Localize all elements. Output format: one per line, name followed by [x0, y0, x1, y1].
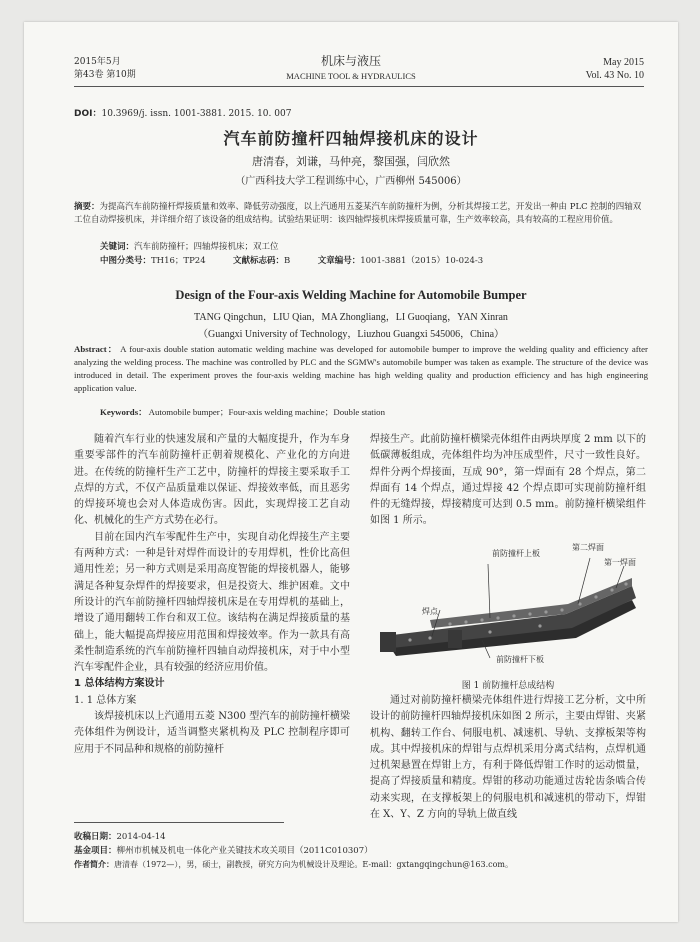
fund-label: 基金项目：	[74, 846, 117, 856]
authors-en: TANG Qingchun，LIU Qian，MA Zhongliang，LI Guoqiang，YAN Xinran	[194, 312, 508, 323]
doc-code-label: 文献标志码：	[233, 256, 285, 266]
authors-zh: 唐清春，刘谦，马仲亮，黎国强，闫欣然	[252, 155, 450, 168]
keywords-zh	[100, 241, 648, 254]
article-no-label: 文章编号：	[317, 256, 361, 266]
header-journal-en: MACHINE TOOL & HYDRAULICS	[286, 71, 416, 81]
header-right	[586, 56, 644, 82]
footnote-received	[74, 830, 166, 844]
label-weld-point: 焊点	[422, 607, 438, 616]
left-paragraph-1: 随着汽车行业的快速发展和产量的大幅度提升，作为车身重要零部件的汽车前防撞杆正朝着规模化、产业化的方向进进。在传统的防撞杆生产工艺中，防撞杆的焊接主要采取手工点焊的方式，不仅产品质量难以保证、焊接效率低，而且恶劣的焊接环境也会对人体造成伤害。因此，实现焊接工艺自动化、机械化的生产方式势在必行。	[74, 434, 350, 527]
doi-label: DOI：	[74, 109, 102, 119]
journal-page	[24, 22, 678, 922]
right-paragraph-2: 通过对前防撞杆横梁壳体组件进行焊接工艺分析，文中所设计的前防撞杆四轴焊接机床如图 2 所示，主要由焊钳、夹紧机构、翻转工作台、伺服电机、减速机、导轨、支撑板架等构成。其中焊接机床的焊钳与点焊机采用分离式结构，点焊机通过机架悬置在焊钳上方，有利于降低焊钳工作时的运动惯量，提高了焊接质量和精度。焊钳的移动功能通过齿轮齿条啮合传动来实现，在支撑板架上的伺服电机和减速机的带动下，焊钳在 X、Y、Z 方向的导轨上做直线	[370, 695, 646, 821]
keywords-en	[100, 406, 648, 419]
footnote-fund	[74, 844, 373, 858]
title-zh: 汽车前防撞杆四轴焊接机床的设计	[223, 129, 479, 148]
abstract-zh-text: 为提高汽车前防撞杆焊接质量和效率、降低劳动强度，以上汽通用五菱某汽车前防撞杆为例，分析其焊接工艺，开发出一种由 PLC 控制的四轴双工位自动焊接机床，并详细介绍了该设备的组成结构。试验结果证明：该四轴焊接机床焊接质量可靠，生产效率较高，具有较高的工程应用价值。	[74, 202, 642, 225]
header-rule	[74, 86, 644, 87]
affiliation-zh: （广西科技大学工程训练中心，广西柳州 545006）	[235, 176, 467, 187]
footnote-author	[74, 858, 513, 872]
keywords-zh-text: 汽车前防撞杆；四轴焊接机床；双工位	[134, 242, 279, 252]
abstract-en	[74, 343, 648, 395]
author-bio-text: 唐清春（1972—），男，硕士，副教授，研究方向为机械设计及理论。E-mail：gxtangqingchun@163.com。	[114, 860, 513, 869]
left-paragraph-3: 该焊接机床以上汽通用五菱 N300 型汽车的前防撞杆横梁壳体组件为例设计，适当调整夹紧机构及 PLC 控制程序即可应用于不同品种和规格的前防撞杆	[74, 711, 350, 755]
left-column	[74, 432, 350, 758]
received-label: 收稿日期：	[74, 832, 117, 842]
label-lower-plate: 前防撞杆下板	[496, 655, 544, 664]
right-column-lower	[370, 693, 646, 823]
label-second-face: 第二焊面	[572, 543, 604, 552]
abstract-en-label: Abstract：	[74, 344, 118, 354]
fund-text: 柳州市机械及机电一体化产业关键技术攻关项目（2011C010307）	[116, 846, 373, 856]
keywords-en-label: Keywords：	[100, 407, 147, 417]
classification-line	[100, 255, 648, 268]
left-paragraph-2: 目前在国内汽车零配件生产中，实现自动化焊接生产主要有两种方式：一种是针对焊件而设计的专用焊机，性价比高但通用性差；另一种方式则是采用高度智能的焊接机器人，能够满足各种复杂焊件的焊接要求，但是投资大、维护困难。文中所设计的汽车前防撞杆四轴焊接机床是在专用焊机的基础上，增设了通用翻转工作台和双工位。该结构在满足焊接质量的基础上，能大幅提高焊接应用范围和焊接效率。作为一款具有高柔性制造系统的汽车前防撞杆四轴自动焊接机床，对于中小型汽车零配件企业，具有较强的经济应用价值。	[74, 531, 350, 674]
label-first-face: 第一焊面	[604, 558, 636, 567]
middle-bracket	[448, 630, 462, 648]
clc-label: 中图分类号：	[100, 256, 152, 266]
clc-value: TH16；TP24	[151, 256, 206, 266]
right-column	[370, 432, 646, 530]
header-date-zh: 2015年5月	[74, 57, 121, 67]
footnote-rule	[74, 822, 284, 823]
affiliation-en: （Guangxi University of Technology，Liuzhou Guangxi 545006，China）	[197, 329, 505, 340]
keywords-en-text: Automobile bumper；Four-axis welding machine；Double station	[148, 407, 385, 417]
header-volume-en: Vol. 43 No. 10	[585, 70, 644, 81]
title-en: Design of the Four-axis Welding Machine for Automobile Bumper	[175, 288, 527, 302]
abstract-zh	[74, 201, 648, 227]
header-journal-zh: 机床与液压	[320, 54, 381, 68]
keywords-zh-label: 关键词：	[100, 242, 135, 252]
author-bio-label: 作者简介：	[74, 860, 114, 869]
abstract-en-text: A four-axis double station automatic welding machine was developed for automobile bumper to improve the welding quality and efficiency after analyzing the welding process. The machine was controlled by PLC and the SGMW's automobile bumper was taken as example. The structure of the device was introduced in detail. The experiment proves the four-axis welding machine has high welding quality and production efficiency and has high engineering application value.	[74, 344, 648, 393]
figure-1-caption: 图 1 前防撞杆总成结构	[461, 681, 555, 691]
header-volume-zh: 第43卷 第10期	[74, 70, 136, 80]
article-no-value: 1001-3881（2015）10-024-3	[360, 256, 484, 266]
right-paragraph-1: 焊接生产。此前防撞杆横梁壳体组件由两块厚度 2 mm 以下的低碳薄板组成，壳体组件均为冲压成型件，尺寸一致性良好。焊件分两个焊接面，互成 90°，第一焊面有 28 个焊点，第二焊面有 14 个焊点，通过焊接 42 个焊点即可实现前防撞杆组件的无缝焊接，焊接精度可达到 0.5 mm。前防撞杆横梁组件如图 1 所示。	[370, 434, 646, 527]
received-date: 2014-04-14	[116, 832, 166, 842]
doi-value: 10.3969/j. issn. 1001-3881. 2015. 10. 007	[101, 109, 292, 119]
doc-code-value: B	[284, 256, 291, 266]
section-1-heading: 1 总体结构方案设计	[74, 678, 165, 690]
abstract-zh-label: 摘要：	[74, 202, 100, 212]
left-bracket	[380, 632, 396, 652]
section-1-1-heading: 1. 1 总体方案	[74, 694, 137, 706]
doi-line	[74, 106, 291, 119]
label-upper-plate: 前防撞杆上板	[492, 549, 540, 558]
header-date-en: May 2015	[603, 57, 644, 68]
